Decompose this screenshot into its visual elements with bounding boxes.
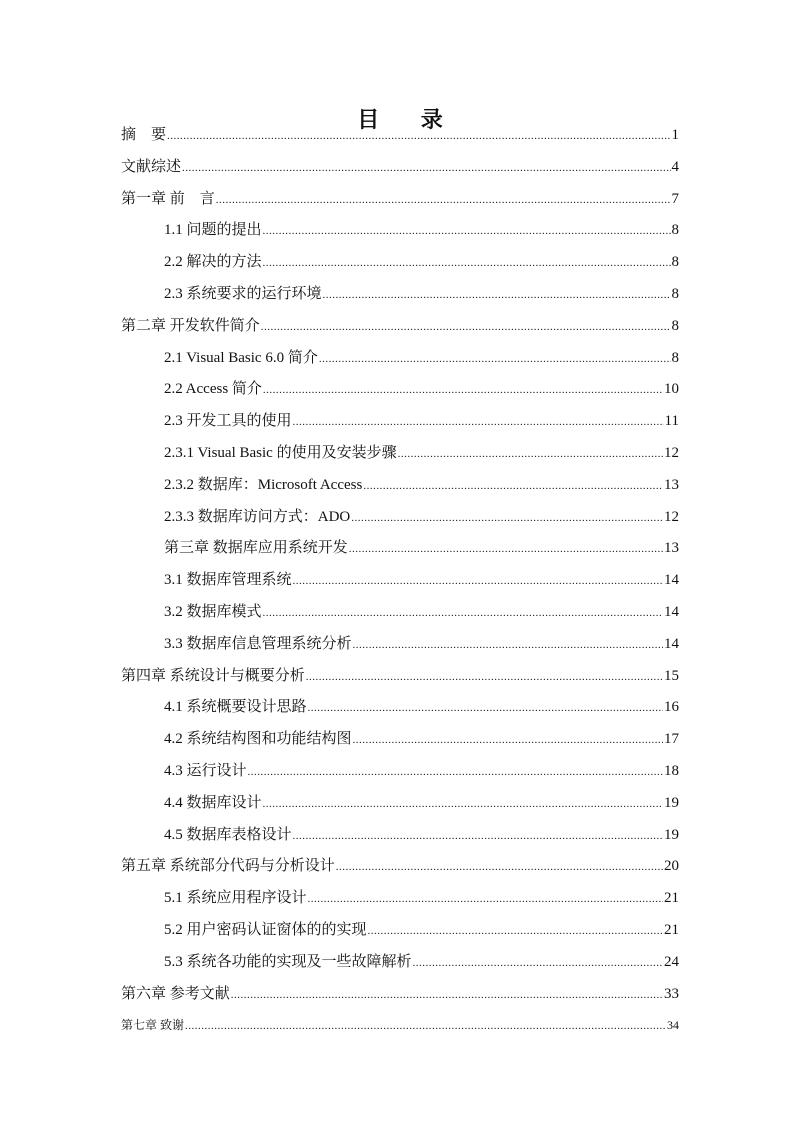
- toc-entry[interactable]: [164, 569, 679, 591]
- toc-entry-label: 第五章 系统部分代码与分析设计: [121, 858, 335, 875]
- toc-dot-leader: [261, 316, 671, 338]
- toc-entry[interactable]: [121, 315, 679, 337]
- toc-dot-leader: [263, 252, 671, 274]
- toc-entry[interactable]: [164, 219, 679, 241]
- toc-entry-label: 4.4 数据库设计: [164, 794, 262, 811]
- toc-dot-leader: [349, 538, 663, 560]
- toc-entry-label: 2.2 Access 简介: [164, 381, 262, 398]
- toc-dot-leader: [368, 920, 663, 942]
- toc-entry-label: 第六章 参考文献: [121, 985, 230, 1002]
- toc-entry-label: 第二章 开发软件简介: [121, 317, 260, 334]
- toc-entry-page-number: 10: [664, 381, 679, 398]
- toc-entry-label: 2.3.3 数据库访问方式：ADO: [164, 508, 351, 525]
- toc-entry-page-number: 13: [664, 540, 679, 557]
- toc-entry[interactable]: [164, 474, 679, 496]
- toc-entry[interactable]: [164, 506, 679, 528]
- toc-entry-label: 5.3 系统各功能的实现及一些故障解析: [164, 953, 412, 970]
- toc-dot-leader: [336, 856, 663, 878]
- toc-entry-page-number: 8: [671, 349, 679, 366]
- toc-entry-label: 2.3.1 Visual Basic 的使用及安装步骤: [164, 445, 397, 461]
- toc-entry[interactable]: [121, 665, 679, 687]
- toc-entry-label: 第七章 致谢: [121, 1018, 185, 1033]
- toc-entry-label: 4.3 运行设计: [164, 763, 247, 779]
- toc-entry[interactable]: [164, 633, 679, 655]
- toc-entry[interactable]: [164, 347, 679, 369]
- toc-entry[interactable]: [164, 728, 679, 750]
- toc-entry-page-number: 12: [664, 508, 679, 525]
- toc-entry-page-number: 33: [664, 985, 679, 1002]
- toc-entry-page-number: 13: [664, 476, 679, 493]
- toc-entry[interactable]: [121, 124, 679, 146]
- toc-entry-label: 2.3.2 数据库：Microsoft Access: [164, 476, 363, 493]
- toc-entry-page-number: 8: [671, 222, 679, 239]
- toc-entry-label: 3.1 数据库管理系统: [164, 572, 292, 589]
- toc-entry-page-number: 11: [664, 413, 679, 430]
- toc-entry[interactable]: [164, 601, 679, 623]
- toc-entry-page-number: 12: [664, 445, 679, 461]
- toc-entry-page-number: 19: [664, 826, 679, 843]
- toc-entry-page-number: 19: [664, 794, 679, 811]
- toc-entry-page-number: 21: [664, 890, 679, 907]
- toc-entry[interactable]: [121, 156, 679, 178]
- toc-entry-label: 第三章 数据库应用系统开发: [164, 540, 348, 557]
- toc-dot-leader: [263, 602, 663, 624]
- toc-dot-leader: [167, 125, 670, 147]
- toc-dot-leader: [306, 666, 663, 688]
- toc-entry-page-number: 8: [671, 254, 679, 271]
- toc-entry-label: 5.1 系统应用程序设计: [164, 890, 307, 907]
- toc-entry-label: 第一章 前 言: [121, 190, 215, 207]
- toc-dot-leader: [351, 507, 663, 529]
- toc-entry-label: 摘 要: [121, 127, 167, 143]
- toc-entry-page-number: 21: [664, 922, 679, 938]
- toc-dot-leader: [319, 348, 671, 370]
- toc-entry-page-number: 8: [671, 286, 679, 302]
- toc-entry-label: 5.2 用户密码认证窗体的的实现: [164, 922, 367, 938]
- toc-entry[interactable]: [164, 442, 679, 464]
- toc-entry-page-number: 20: [664, 858, 679, 875]
- toc-entry-page-number: 16: [664, 699, 679, 716]
- toc-entry[interactable]: [164, 887, 679, 909]
- toc-dot-leader: [398, 443, 663, 465]
- toc-entry-label: 3.3 数据库信息管理系统分析: [164, 635, 352, 652]
- toc-entry[interactable]: [164, 792, 679, 814]
- toc-entry-page-number: 8: [671, 317, 679, 334]
- toc-entry[interactable]: [164, 378, 679, 400]
- toc-dot-leader: [293, 570, 663, 592]
- toc-entry[interactable]: [164, 283, 679, 305]
- toc-dot-leader: [263, 220, 671, 242]
- toc-entry[interactable]: [164, 251, 679, 273]
- toc-entry-page-number: 24: [664, 953, 679, 970]
- toc-dot-leader: [293, 411, 664, 433]
- toc-entry-page-number: 14: [664, 635, 679, 652]
- toc-dot-leader: [263, 793, 663, 815]
- toc-entry-label: 文献综述: [121, 158, 182, 175]
- toc-entry-page-number: 34: [667, 1018, 679, 1033]
- toc-dot-leader: [263, 379, 663, 401]
- toc-dot-leader: [293, 825, 663, 847]
- toc-entry-page-number: 15: [664, 667, 679, 684]
- toc-entry[interactable]: [164, 951, 679, 973]
- toc-dot-leader: [323, 284, 671, 306]
- toc-entry-label: 4.5 数据库表格设计: [164, 826, 292, 843]
- toc-dot-leader: [308, 888, 663, 910]
- toc-entry[interactable]: [164, 410, 679, 432]
- toc-dot-leader: [353, 634, 663, 656]
- toc-dot-leader: [248, 761, 663, 783]
- toc-dot-leader: [363, 475, 663, 497]
- toc-title: 目 录: [357, 106, 461, 132]
- toc-entry-label: 1.1 问题的提出: [164, 222, 262, 239]
- toc-dot-leader: [413, 952, 663, 974]
- toc-dot-leader: [231, 984, 663, 1006]
- toc-dot-leader: [353, 729, 663, 751]
- toc-entry-label: 4.1 系统概要设计思路: [164, 699, 307, 716]
- toc-entry[interactable]: [164, 696, 679, 718]
- toc-entry[interactable]: [164, 919, 679, 941]
- toc-dot-leader: [308, 697, 663, 719]
- toc-entry[interactable]: [121, 188, 679, 210]
- toc-entry-page-number: 4: [671, 158, 679, 175]
- toc-dot-leader: [216, 189, 671, 211]
- toc-entry-page-number: 14: [664, 604, 679, 620]
- toc-entry-page-number: 1: [671, 127, 679, 143]
- toc-entry-page-number: 7: [671, 190, 679, 207]
- toc-entry-page-number: 18: [664, 763, 679, 779]
- toc-entry-label: 2.1 Visual Basic 6.0 简介: [164, 349, 318, 366]
- toc-entry[interactable]: [121, 983, 679, 1005]
- toc-entry-label: 2.2 解决的方法: [164, 254, 262, 271]
- toc-entry[interactable]: [164, 537, 679, 559]
- toc-entry-label: 2.3 开发工具的使用: [164, 413, 292, 430]
- toc-dot-leader: [185, 1015, 666, 1037]
- toc-entry[interactable]: [164, 824, 679, 846]
- toc-entry-page-number: 17: [664, 731, 679, 748]
- toc-dot-leader: [182, 157, 670, 179]
- toc-entry-label: 3.2 数据库模式: [164, 604, 262, 620]
- toc-entry[interactable]: [164, 760, 679, 782]
- toc-entry-label: 2.3 系统要求的运行环境: [164, 286, 322, 302]
- toc-entry-label: 4.2 系统结构图和功能结构图: [164, 731, 352, 748]
- toc-entry-page-number: 14: [664, 572, 679, 589]
- toc-entry[interactable]: [121, 1014, 679, 1036]
- toc-entry-label: 第四章 系统设计与概要分析: [121, 667, 305, 684]
- toc-entry[interactable]: [121, 855, 679, 877]
